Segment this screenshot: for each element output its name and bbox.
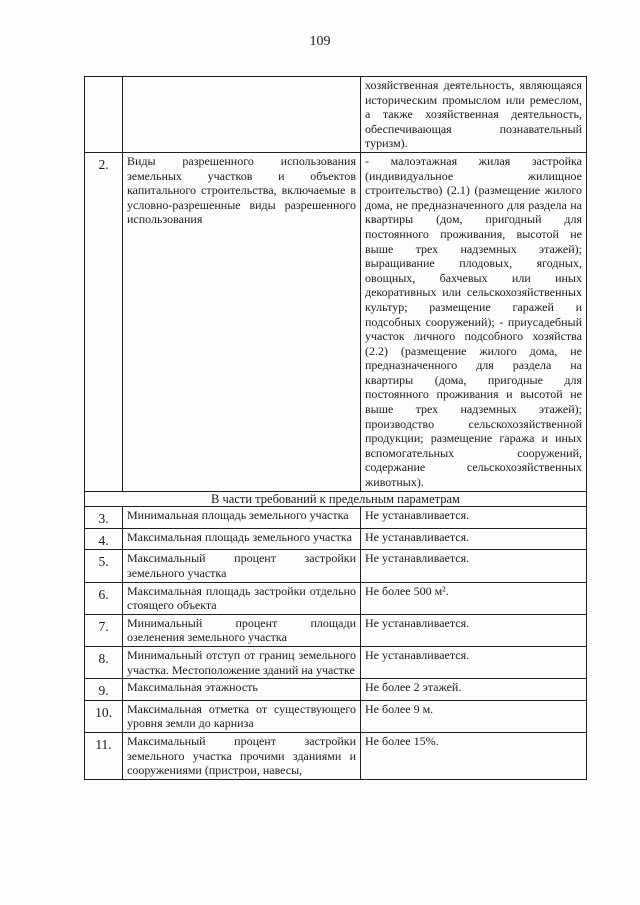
table-row [85,507,587,529]
row-number: 6. [85,582,123,614]
row-name: Максимальная площадь застройки отдельно стоящего объекта [123,582,361,614]
table-row [85,550,587,582]
table-row [85,700,587,732]
row-number: 9. [85,679,123,701]
row-number: 4. [85,528,123,550]
row-value: Не устанавливается. [361,646,587,678]
row-value: Не более 9 м. [361,700,587,732]
table-row-continuation [85,77,587,153]
row-value: Не более 15%. [361,732,587,779]
row-name: Максимальная площадь земельного участка [123,528,361,550]
table-row [85,646,587,678]
row-name: Минимальная площадь земельного участка [123,507,361,529]
row-number: 5. [85,550,123,582]
row-value: Не более 2 этажей. [361,679,587,701]
row-name: Минимальный отступ от границ земельного участка. Местоположение зданий на участке [123,646,361,678]
table-row [85,582,587,614]
row-number: 10. [85,700,123,732]
row-name: Минимальный процент площади озеленения земельного участка [123,614,361,646]
table-row [85,614,587,646]
page-number: 109 [309,34,331,49]
section-heading-row [85,491,587,507]
table-row [85,152,587,491]
table-row [85,732,587,779]
row-value: Не устанавливается. [361,614,587,646]
row-value: Не устанавливается. [361,507,587,529]
row-name: Максимальная этажность [123,679,361,701]
row-name: Максимальная отметка от существующего уровня земли до карниза [123,700,361,732]
row-name: Максимальный процент застройки земельного участка прочими зданиями и сооружениями (пристрои, навесы, [123,732,361,779]
row-number: 2. [85,152,123,491]
row-value: Не более 500 м². [361,582,587,614]
row-number-cell [85,77,123,153]
row-number: 7. [85,614,123,646]
continuation-text: хозяйственная деятельность, являющаяся историческим промыслом или ремеслом, а также хозяйственная деятельность, обеспечивающая познавательный туризм). [361,77,587,153]
table-row [85,528,587,550]
row-number: 8. [85,646,123,678]
section-heading: В части требований к предельным параметрам [85,491,587,507]
table-row [85,679,587,701]
row-number: 3. [85,507,123,529]
regulations-table [84,76,587,780]
row-value: Не устанавливается. [361,550,587,582]
row-name-cell [123,77,361,153]
row-value: - малоэтажная жилая застройка (индивидуальное жилищное строительство) (2.1) (размещение жилого дома, не предназначенного для раздела на квартиры (дом, пригодный для постоянного проживания, высотой не выше трех надземных этажей); выращивание плодовых, ягодных, овощных, бахчевых или иных декоративных или сельскохозяйственных культур; размещение гаражей и подсобных сооружений); - приусадебный участок личного подсобного хозяйства (2.2) (размещение жилого дома, не предназначенного для раздела на квартиры (дома, пригодные для постоянного проживания и высотой не выше трех надземных этажей); производство сельскохозяйственной продукции; размещение гаража и иных вспомогательных сооружений, содержание сельскохозяйственных животных). [361,152,587,491]
row-name: Виды разрешенного использования земельных участков и объектов капитального строительства, включаемые в условно-разрешенные виды разрешенного использования [123,152,361,491]
row-number: 11. [85,732,123,779]
row-value: Не устанавливается. [361,528,587,550]
row-name: Максимальный процент застройки земельного участка [123,550,361,582]
